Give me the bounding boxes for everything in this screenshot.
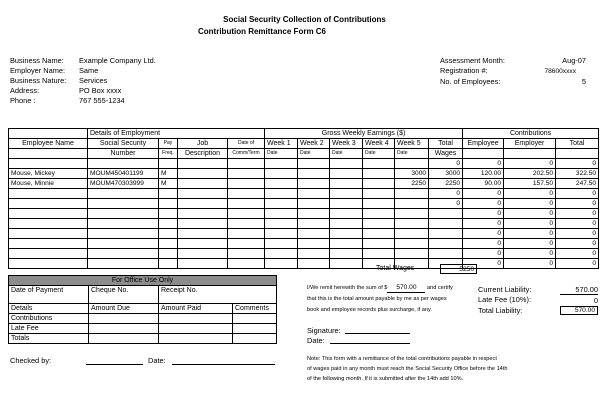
cell-ee: 90.00 (463, 179, 504, 189)
cell-ssn (88, 239, 159, 249)
table-row (9, 239, 599, 249)
cell-er: 0 (504, 239, 556, 249)
receipt-no-label: Receipt No. (159, 286, 277, 304)
details-label: Details (9, 304, 89, 314)
col-week3: Week 3 (330, 139, 363, 149)
cell-w5: 2250 (395, 179, 429, 189)
cell-w4 (363, 179, 395, 189)
cell-tot: 0 (556, 259, 599, 269)
col-employee: Employee (463, 139, 504, 149)
cell-er: 0 (504, 219, 556, 229)
cell-wages: 3000 (429, 169, 463, 179)
col-ss-number-2: Number (88, 149, 159, 159)
employees-value: 5 (581, 77, 586, 86)
table-row (9, 169, 599, 179)
cell-ee: 0 (463, 259, 504, 269)
week2-date: Date (298, 149, 330, 159)
remit-line1-pre: I/We remit herewith the sum of $ (307, 285, 388, 291)
cell-tot: 0 (556, 209, 599, 219)
business-name-label: Business Name: (10, 56, 64, 65)
cell-freq (159, 159, 178, 169)
registration-value: 78600xxxx (544, 68, 576, 75)
cell-ssn: MOUM450401199 (88, 169, 159, 179)
cell-w4 (363, 229, 395, 239)
col-week2: Week 2 (298, 139, 330, 149)
cell-name (9, 159, 88, 169)
cell-ee: 0 (463, 219, 504, 229)
cell-ee: 0 (463, 229, 504, 239)
cell-w5 (395, 229, 429, 239)
cell-tot: 0 (556, 159, 599, 169)
cell-freq (159, 239, 178, 249)
col-total-wages-2: Wages (429, 149, 463, 159)
week1-date: Date (265, 149, 298, 159)
assessment-info (440, 56, 586, 87)
col-date-of-1: Date of (228, 139, 265, 149)
cell-er: 0 (504, 199, 556, 209)
cell-wages: 0 (429, 159, 463, 169)
totals-row-label: Totals (9, 334, 89, 344)
col-total: Total (556, 139, 599, 149)
amount-due-label: Amount Due (89, 304, 159, 314)
business-nature-value: Services (79, 76, 108, 85)
table-row (9, 229, 599, 239)
cell-w4 (363, 249, 395, 259)
remit-line3: book and employee records plus surcharge, if any. (307, 307, 432, 313)
cell-er: 157.50 (504, 179, 556, 189)
col-week5: Week 5 (395, 139, 429, 149)
cell-w5 (395, 209, 429, 219)
date-of-payment-label: Date of Payment (9, 286, 89, 304)
col-job-2: Description (178, 149, 228, 159)
cell-er: 0 (504, 229, 556, 239)
details-of-employment-header: Details of Employment (88, 129, 265, 139)
cell-tot: 0 (556, 239, 599, 249)
total-wages-value: 5250 (440, 264, 477, 274)
col-job-1: Job (178, 139, 228, 149)
cell-w4 (363, 209, 395, 219)
total-wages-label: Total Wages (376, 265, 415, 272)
checked-by-label: Checked by: (10, 356, 52, 365)
cell-name (9, 249, 88, 259)
business-nature-label: Business Nature: (10, 76, 67, 85)
remit-line1-post: and certify (426, 285, 453, 291)
employees-label: No. of Employees: (440, 77, 501, 86)
cell-name (9, 259, 88, 269)
cell-name (9, 199, 88, 209)
col-ss-number-1: Social Security (88, 139, 159, 149)
cell-tot: 0 (556, 249, 599, 259)
cell-w5: 3000 (395, 169, 429, 179)
signature-date-label: Date: (307, 336, 325, 345)
remit-line2: that this is the total amount payable by me as per wages (307, 296, 447, 302)
col-pay-1: Pay (159, 139, 178, 149)
col-week1: Week 1 (265, 139, 298, 149)
contributions-header: Contributions (463, 129, 599, 139)
cell-w4 (363, 219, 395, 229)
week4-date: Date (363, 149, 395, 159)
cell-name: Mouse, Mickey (9, 169, 88, 179)
late-fee-value: 0 (593, 296, 598, 305)
table-row (9, 219, 599, 229)
cell-ssn (88, 249, 159, 259)
amount-paid-label: Amount Paid (159, 304, 233, 314)
cell-er: 0 (504, 209, 556, 219)
cell-w5 (395, 239, 429, 249)
cell-w4 (363, 169, 395, 179)
cell-tot: 0 (556, 199, 599, 209)
cell-tot: 247.50 (556, 179, 599, 189)
cell-tot: 322.50 (556, 169, 599, 179)
col-employee-name: Employee Name (9, 139, 88, 149)
col-date-of-2: Comm/Term (228, 149, 265, 159)
col-week4: Week 4 (363, 139, 395, 149)
office-use-heading: For Office Use Only (9, 276, 277, 286)
cell-ssn: MOUM470303999 (88, 179, 159, 189)
form-subtitle: Contribution Remittance Form C6 (198, 27, 327, 36)
table-row (9, 159, 599, 169)
contributions-row-label: Contributions (9, 314, 89, 324)
checked-date-label: Date: (148, 356, 166, 365)
employer-info (10, 56, 156, 106)
cell-w4 (363, 159, 395, 169)
late-fee-row-label: Late Fee (9, 324, 89, 334)
cell-ee: 120.00 (463, 169, 504, 179)
cell-ssn (88, 209, 159, 219)
cell-ssn (88, 259, 159, 269)
cell-wages: 0 (429, 199, 463, 209)
note-line3: of the following month. If it is submitted after the 14th add 10%. (307, 376, 464, 382)
cell-ssn (88, 229, 159, 239)
cell-ee: 0 (463, 189, 504, 199)
cell-freq (159, 219, 178, 229)
cell-ssn (88, 219, 159, 229)
cell-er: 0 (504, 249, 556, 259)
cell-freq (159, 189, 178, 199)
office-use-table (8, 275, 277, 344)
business-name-value: Example Company Ltd. (79, 56, 156, 65)
note-line1: Note: This form with a remittance of the total contributions payable in respect (307, 356, 497, 362)
cell-w5 (395, 189, 429, 199)
cell-w5 (395, 219, 429, 229)
cell-w5 (395, 199, 429, 209)
note-line2: of wages paid in any month must reach the Social Security Office before the 14th (307, 366, 508, 372)
table-row (9, 259, 599, 269)
table-row (9, 209, 599, 219)
cell-ssn (88, 189, 159, 199)
col-employer: Employer (504, 139, 556, 149)
late-fee-label: Late Fee (10%): (478, 295, 531, 304)
current-liability-value: 570.00 (575, 285, 598, 294)
cell-freq (159, 259, 178, 269)
total-liability-label: Total Liability: (478, 306, 523, 315)
cell-name (9, 209, 88, 219)
cell-freq: M (159, 169, 178, 179)
assessment-month-value: Aug-07 (562, 56, 586, 65)
address-value: PO Box xxxx (79, 86, 122, 95)
cell-freq (159, 209, 178, 219)
cell-w5 (395, 249, 429, 259)
table-row (9, 199, 599, 209)
table-row (9, 179, 599, 189)
gross-weekly-header: Gross Weekly Earnings ($) (265, 129, 463, 139)
cell-er: 0 (504, 189, 556, 199)
cell-wages (429, 209, 463, 219)
total-liability-value: 570.00 (560, 306, 598, 315)
remittance-statement (307, 283, 453, 316)
cell-ssn (88, 159, 159, 169)
col-total-wages-1: Total (429, 139, 463, 149)
cell-name (9, 189, 88, 199)
cell-freq (159, 249, 178, 259)
cell-wages (429, 219, 463, 229)
form-title: Social Security Collection of Contributions (223, 15, 386, 24)
cell-freq (159, 199, 178, 209)
week3-date: Date (330, 149, 363, 159)
cell-name: Mouse, Minnie (9, 179, 88, 189)
signature-label: Signature: (307, 326, 341, 335)
table-row (9, 249, 599, 259)
col-pay-2: Freq. (159, 149, 178, 159)
cell-er: 202.50 (504, 169, 556, 179)
employer-name-label: Employer Name: (10, 66, 66, 75)
table-row (9, 189, 599, 199)
cell-er: 0 (504, 259, 556, 269)
cell-name (9, 239, 88, 249)
cell-freq (159, 229, 178, 239)
cell-ee: 0 (463, 159, 504, 169)
cell-wages: 2250 (429, 179, 463, 189)
cell-wages: 0 (429, 189, 463, 199)
cheque-no-label: Cheque No. (89, 286, 159, 304)
contribution-table (8, 128, 599, 269)
cell-w4 (363, 239, 395, 249)
cell-tot: 0 (556, 229, 599, 239)
phone-label: Phone : (10, 96, 36, 105)
assessment-month-label: Assessment Month: (440, 56, 505, 65)
cell-ee: 0 (463, 209, 504, 219)
registration-label: Registration #: (440, 66, 488, 75)
cell-er: 0 (504, 159, 556, 169)
cell-ee: 0 (463, 239, 504, 249)
cell-w5 (395, 159, 429, 169)
cell-wages (429, 239, 463, 249)
phone-value: 767 555-1234 (79, 96, 125, 105)
cell-w4 (363, 189, 395, 199)
remit-amount: 570.00 (387, 284, 425, 293)
cell-tot: 0 (556, 189, 599, 199)
cell-wages (429, 249, 463, 259)
cell-wages (429, 229, 463, 239)
employer-name-value: Same (79, 66, 99, 75)
cell-freq: M (159, 179, 178, 189)
cell-ee: 0 (463, 199, 504, 209)
cell-name (9, 219, 88, 229)
cell-w4 (363, 199, 395, 209)
cell-ssn (88, 199, 159, 209)
cell-tot: 0 (556, 219, 599, 229)
week5-date: Date (395, 149, 429, 159)
current-liability-label: Current Liability: (478, 285, 532, 294)
address-label: Address: (10, 86, 40, 95)
cell-ee: 0 (463, 249, 504, 259)
cell-name (9, 229, 88, 239)
comments-label: Comments (233, 304, 277, 314)
footer-note (307, 354, 507, 384)
